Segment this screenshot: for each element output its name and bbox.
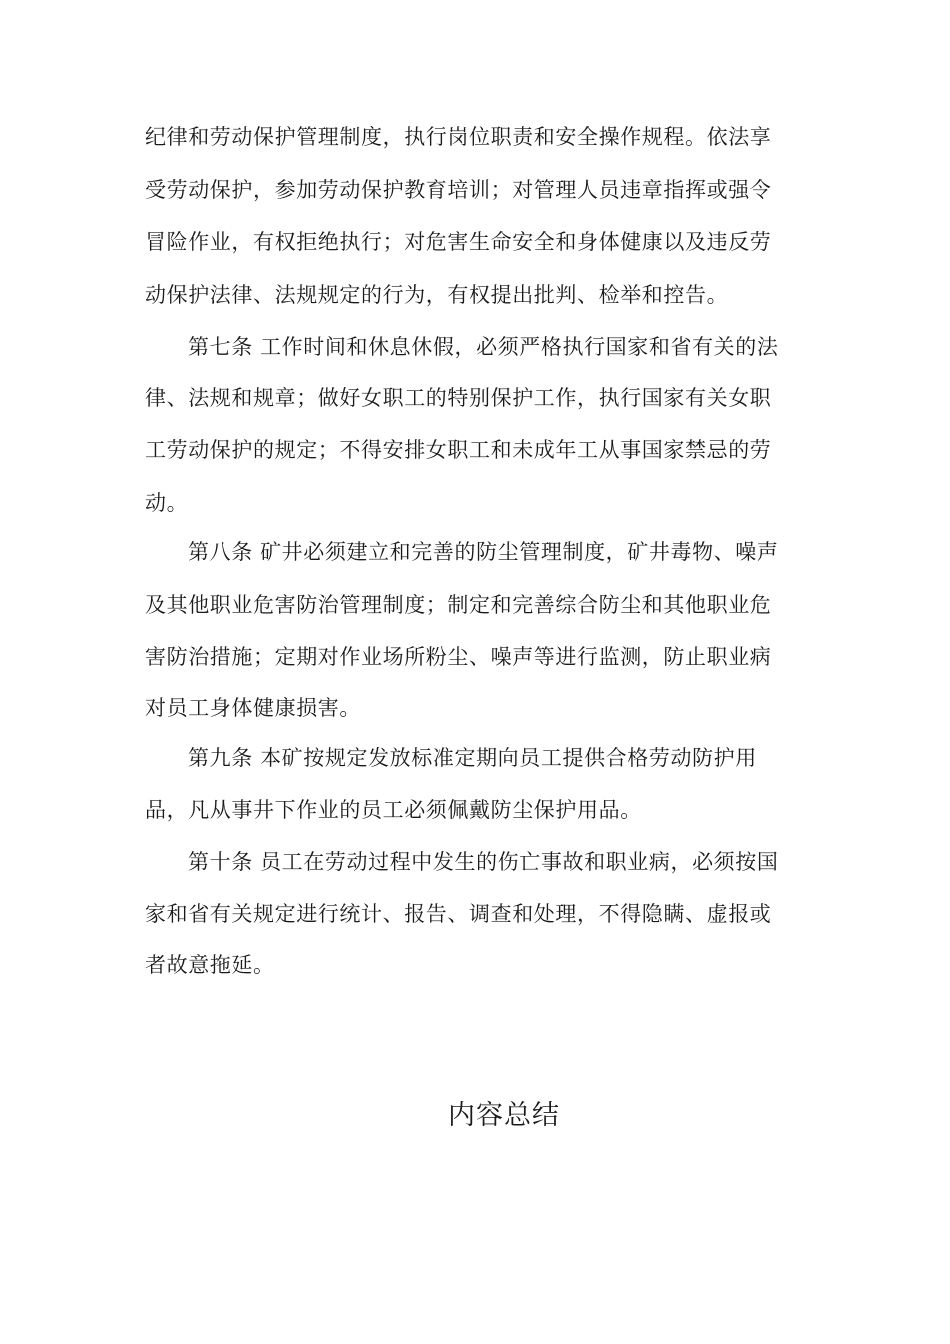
article-9-line: 第九条 本矿按规定发放标准定期向员工提供合格劳动防护用 (188, 746, 757, 770)
paragraph-line: 品，凡从事井下作业的员工必须佩戴防尘保护用品。 (145, 798, 642, 822)
article-7-line: 第七条 工作时间和休息休假，必须严格执行国家和省有关的法 (188, 335, 779, 359)
summary-heading: 内容总结 (448, 1100, 560, 1131)
paragraph-line: 家和省有关规定进行统计、报告、调查和处理，不得隐瞒、虚报或 (145, 902, 772, 926)
paragraph-line: 工劳动保护的规定；不得安排女职工和未成年工从事国家禁忌的劳 (145, 438, 772, 462)
paragraph-line: 动。 (145, 491, 189, 515)
paragraph-line: 者故意拖延。 (145, 953, 275, 977)
paragraph-line: 及其他职业危害防治管理制度；制定和完善综合防尘和其他职业危 (145, 593, 772, 617)
paragraph-line: 害防治措施；定期对作业场所粉尘、噪声等进行监测，防止职业病 (145, 645, 772, 669)
article-10-line: 第十条 员工在劳动过程中发生的伤亡事故和职业病，必须按国 (188, 850, 779, 874)
paragraph-line: 律、法规和规章；做好女职工的特别保护工作，执行国家有关女职 (145, 386, 772, 410)
paragraph-line: 纪律和劳动保护管理制度，执行岗位职责和安全操作规程。依法享 (145, 125, 772, 149)
paragraph-line: 动保护法律、法规规定的行为，有权提出批判、检举和控告。 (145, 283, 729, 307)
article-8-line: 第八条 矿井必须建立和完善的防尘管理制度，矿井毒物、噪声 (188, 540, 779, 564)
paragraph-line: 对员工身体健康损害。 (145, 696, 361, 720)
paragraph-line: 冒险作业，有权拒绝执行；对危害生命安全和身体健康以及违反劳 (145, 230, 772, 254)
paragraph-line: 受劳动保护，参加劳动保护教育培训；对管理人员违章指挥或强令 (145, 178, 772, 202)
